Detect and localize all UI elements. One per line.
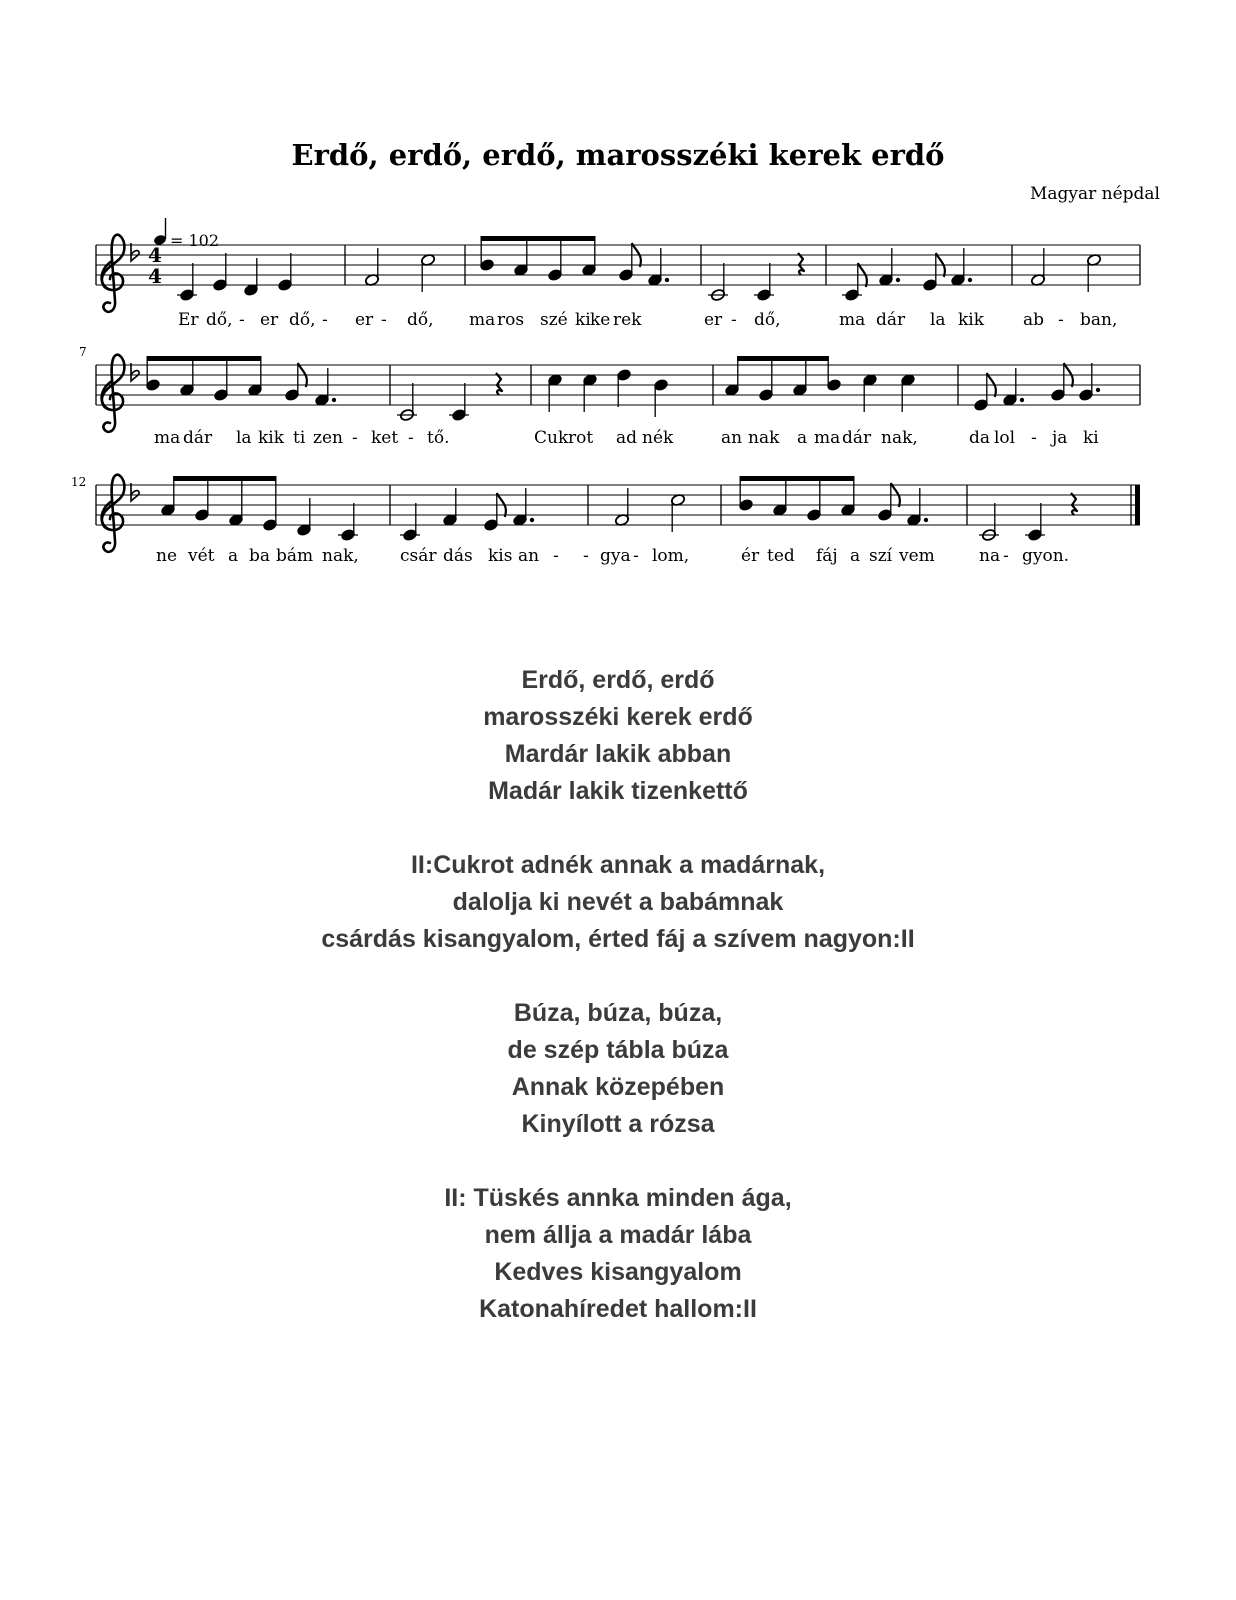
quarter-rest-icon (496, 373, 502, 395)
final-bar-line (1135, 485, 1140, 525)
lyric-line: nem állja a madár lába (484, 1221, 752, 1249)
flat-key-signature-icon (131, 483, 139, 501)
lyric-line: Búza, búza, búza, (513, 999, 723, 1027)
syllable: da (969, 428, 991, 448)
hyphen: - (1003, 546, 1009, 566)
lyric-line: Katonahíredet hallom:II (479, 1295, 757, 1323)
hyphen: - (381, 310, 387, 330)
lyric-line: Kedves kisangyalom (494, 1258, 742, 1286)
syllable: nak, (881, 428, 918, 448)
hyphen: - (352, 428, 358, 448)
syllable: fáj (816, 546, 838, 566)
note-beam (147, 356, 262, 361)
time-signature-top: 4 (148, 243, 162, 267)
lyric-line: marosszéki kerek erdő (483, 703, 753, 731)
lyrics-line-3 (156, 546, 1069, 566)
staff-system-2 (96, 355, 1140, 432)
lyric-line: Annak közepében (511, 1073, 725, 1101)
syllable: dár (183, 428, 213, 448)
lyrics-line-2 (154, 428, 1099, 448)
syllable: er (704, 310, 723, 330)
syllable: Er (178, 310, 199, 330)
syllable: szí (869, 546, 893, 566)
syllable: ti (293, 428, 306, 448)
syllable: nak, (322, 546, 359, 566)
syllable: rot (568, 428, 594, 448)
augmentation-dot (924, 518, 928, 522)
treble-clef-icon (102, 475, 125, 552)
syllable: ki (1083, 428, 1099, 448)
hyphen: - (583, 546, 589, 566)
syllable: ros (497, 310, 525, 330)
hyphen: - (553, 546, 559, 566)
syllable: kik (258, 428, 285, 448)
syllable: ne (156, 546, 178, 566)
syllable: bám (276, 546, 314, 566)
augmentation-dot (530, 518, 534, 522)
stanza-2 (0, 847, 1236, 958)
syllable: na (979, 546, 1001, 566)
syllable: dő, (754, 310, 781, 330)
stanza-4 (0, 1180, 1236, 1328)
hyphen: - (633, 546, 639, 566)
syllable: ban, (1080, 310, 1118, 330)
syllable: vem (899, 546, 935, 566)
syllable: an (518, 546, 540, 566)
lyric-line: II: Tüskés annka minden ága, (444, 1184, 792, 1212)
syllable: nak (748, 428, 780, 448)
augmentation-dot (665, 278, 669, 282)
syllable: dár (842, 428, 872, 448)
syllable: Cuk (534, 428, 569, 448)
lyrics-text (0, 662, 1236, 1365)
syllable: tő. (427, 428, 450, 448)
syllable: ma (469, 310, 496, 330)
lyric-line: Erdő, erdő, erdő (521, 666, 715, 694)
syllable: ke (590, 310, 611, 330)
note-beam (740, 476, 855, 481)
augmentation-dot (1020, 398, 1024, 402)
syllable: ad (616, 428, 638, 448)
sheet-music (0, 0, 1236, 600)
hyphen: - (731, 310, 737, 330)
syllable: er (355, 310, 374, 330)
time-signature-bottom: 4 (148, 264, 162, 288)
lyric-line: dalolja ki nevét a babámnak (452, 888, 784, 916)
hyphen: - (1031, 428, 1037, 448)
syllable: la (236, 428, 252, 448)
lyric-line: de szép tábla búza (507, 1036, 729, 1064)
lyric-line: II:Cukrot adnék annak a madárnak, (410, 851, 826, 879)
syllable: la (930, 310, 946, 330)
syllable: rek (613, 310, 642, 330)
syllable: gya (600, 546, 631, 566)
syllable: ba (249, 546, 271, 566)
treble-clef-icon (102, 355, 125, 432)
hyphen: - (1058, 310, 1064, 330)
syllable: gyon. (1022, 546, 1070, 566)
syllable: csár (400, 546, 437, 566)
syllable: dő, (289, 310, 316, 330)
syllable: vét (188, 546, 215, 566)
augmentation-dot (968, 278, 972, 282)
syllable: ma (154, 428, 181, 448)
syllable: er (260, 310, 279, 330)
syllable: dás (443, 546, 473, 566)
staff-system-1 (96, 235, 1140, 312)
hyphen: - (408, 428, 414, 448)
syllable: ér (741, 546, 760, 566)
syllable: a (228, 546, 239, 566)
hyphen: - (322, 310, 328, 330)
syllable: lom, (652, 546, 690, 566)
song-title: Erdő, erdő, erdő, marosszéki kerek erdő (291, 138, 945, 172)
lyrics-line-1 (178, 310, 1117, 330)
note-beam (481, 236, 596, 241)
syllable: a (850, 546, 861, 566)
syllable: nék (642, 428, 674, 448)
quarter-rest-icon (1071, 493, 1077, 515)
augmentation-dot (896, 278, 900, 282)
flat-key-signature-icon (131, 363, 139, 381)
syllable: dár (876, 310, 906, 330)
lyric-line: Madár lakik tizenkettő (488, 777, 748, 805)
stanza-3 (0, 995, 1236, 1143)
syllable: ma (839, 310, 866, 330)
syllable: a (797, 428, 808, 448)
syllable: ket (371, 428, 399, 448)
lyric-line: Kinyílott a rózsa (521, 1110, 715, 1138)
tempo-value: = 102 (170, 231, 220, 250)
measure-number-12: 12 (71, 475, 87, 489)
syllable: zen (313, 428, 343, 448)
augmentation-dot (1096, 388, 1100, 392)
stanza-1 (0, 662, 1236, 810)
syllable: an (721, 428, 743, 448)
syllable: ja (1052, 428, 1068, 448)
syllable: ted (767, 546, 795, 566)
augmentation-dot (332, 398, 336, 402)
quarter-rest-icon (798, 253, 804, 275)
syllable: lol (994, 428, 1016, 448)
lyric-line: Mardár lakik abban (504, 740, 732, 768)
syllable: kik (958, 310, 985, 330)
hyphen: - (239, 310, 245, 330)
syllable: dő, (206, 310, 233, 330)
lyric-line: csárdás kisangyalom, érted fáj a szívem nagyon:II (321, 925, 915, 953)
measure-number-7: 7 (79, 345, 87, 359)
flat-key-signature-icon (131, 243, 139, 261)
syllable: kis (488, 546, 513, 566)
note-beam (737, 356, 829, 361)
syllable: ki (575, 310, 591, 330)
syllable: ab (1023, 310, 1045, 330)
composer-credit: Magyar népdal (1029, 184, 1160, 204)
treble-clef-icon (102, 235, 125, 312)
note-beam (173, 476, 276, 481)
staff-system-3 (96, 475, 1140, 552)
syllable: ma (814, 428, 841, 448)
syllable: szé (540, 310, 568, 330)
syllable: dő, (407, 310, 434, 330)
